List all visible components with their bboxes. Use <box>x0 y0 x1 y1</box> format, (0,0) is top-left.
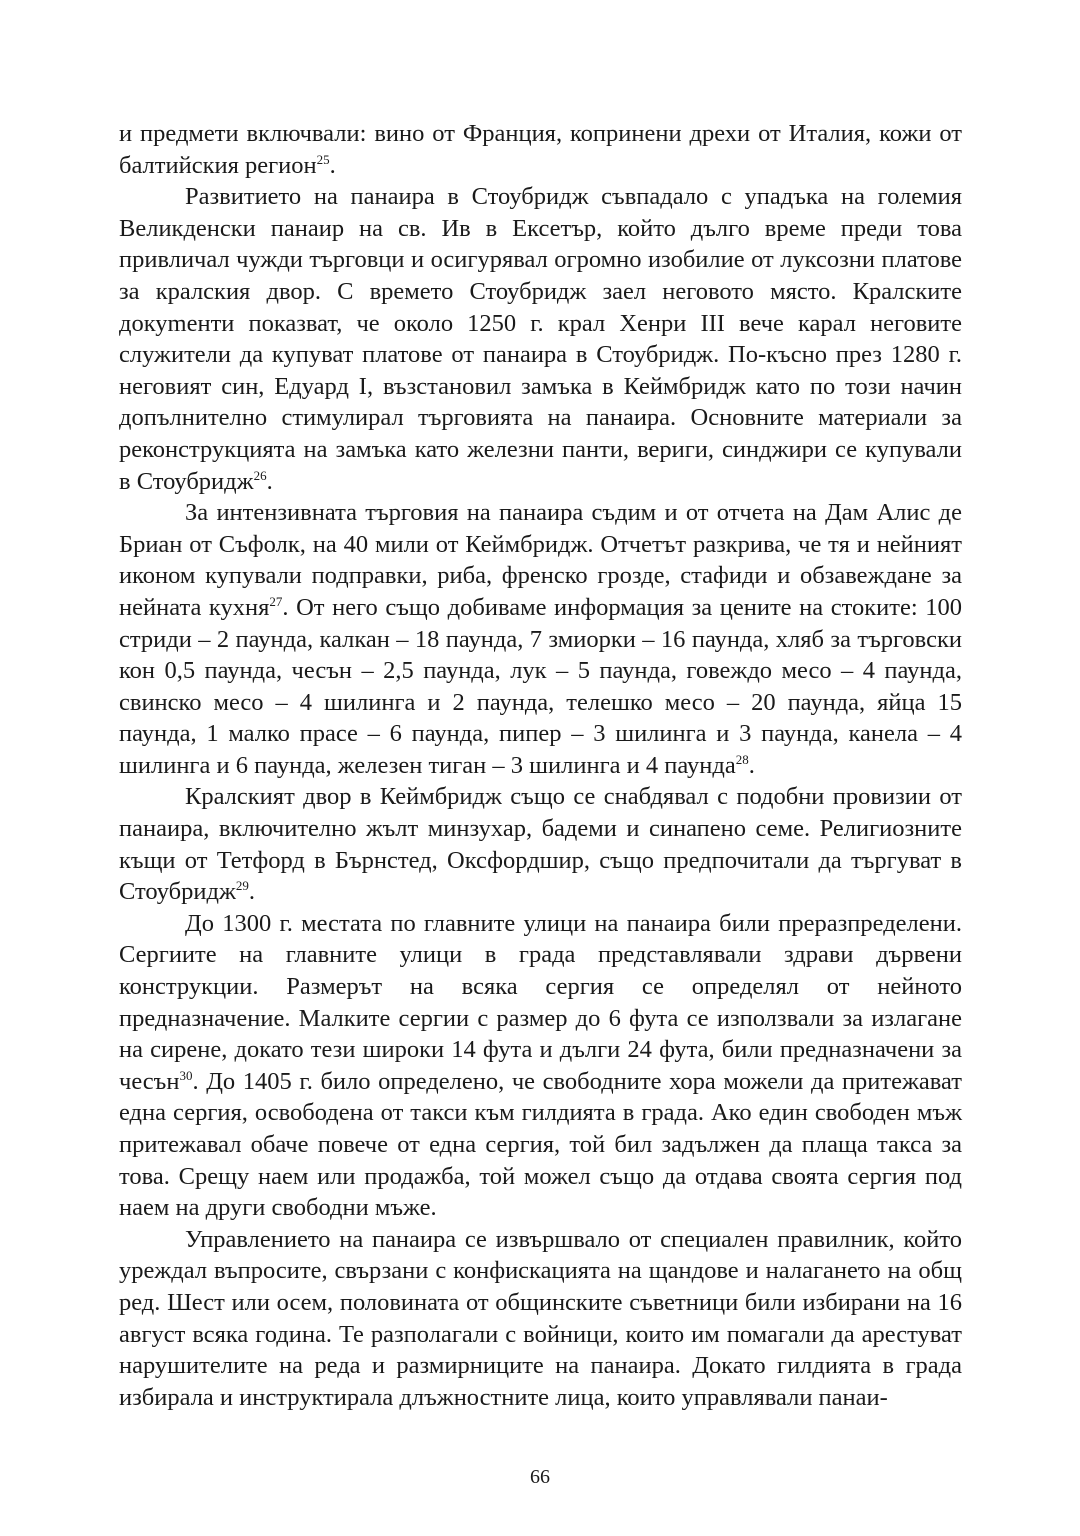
page-body <box>119 118 962 1413</box>
paragraph-text: . <box>266 467 273 495</box>
footnote-ref: 26 <box>253 467 267 483</box>
paragraph-text: До 1300 г. местата по главните улици на панаира били преразпределени. Сергиите на главните улици в града представлявали здрави дървени конструкции. Размерът на всяка сергия се определял от нейното предназначение. Малките сергии с размер до 6 фута се използвали за излагане на сирене, докато тези широки 14 фута и дълги 24 фута, били предназначени за чесън <box>119 909 962 1095</box>
paragraph-text: . До 1405 г. било определено, че свободните хора можели да притежават една сергия, освободена от такси към гилдията в града. Ако един свободен мъж притежавал обаче повече от една сергия, той бил задължен да плаща такса за това. Срещу наем или продажба, той можел също да отдава своята сергия под наем на други свободни мъже. <box>119 1067 962 1222</box>
paragraph <box>119 497 962 781</box>
footnote-ref: 25 <box>316 151 330 167</box>
footnote-ref: 27 <box>269 593 283 609</box>
paragraph <box>119 181 962 497</box>
paragraph-text: За интензивната търговия на панаира съдим и от отчета на Дам Алис де Бриан от Съфолк, на 40 мили от Кеймбридж. Отчетът разкрива, че тя и нейният иконом купували подправки, риба, френско грозде, стафиди и обзавеждане за нейната кухня <box>119 499 962 621</box>
paragraph-text: . <box>248 878 255 906</box>
paragraph <box>119 1224 962 1414</box>
paragraph-text: . <box>329 151 336 179</box>
footnote-ref: 29 <box>235 878 249 894</box>
paragraph-text: . От него също добиваме информация за цените на стоките: 100 стриди – 2 паунда, калкан – 18 паунда, 7 змиорки – 16 паунда, хляб за търговски кон 0,5 паунда, чесън – 2,5 паунда, лук – 5 паунда, говеждо месо – 4 паунда, свинско месо – 4 шилинга и 2 паунда, телешко месо – 20 паунда, яйца 15 паунда, 1 малко прасе – 6 паунда, пипер – 3 шилинга и 3 паунда, канела – 4 шилинга и 6 паунда, железен тиган – 3 шилинга и 4 паунда <box>119 593 962 779</box>
paragraph-text: Кралският двор в Кеймбридж също се снабдявал с подобни провизии от панаира, включително жълт минзухар, бадеми и синапено семе. Религиозните къщи от Тетфорд в Бърнстед, Оксфордшир, също предпочитали да търгуват в Стоубридж <box>119 783 962 906</box>
page-number: 66 <box>530 1466 550 1488</box>
paragraph <box>119 908 962 1224</box>
paragraph-text: Развитието на панаира в Стоубридж съвпадало с упадъка на големия Великденски панаир на св. Ив в Ексетър, който дълго време преди това привличал чужди търговци и осигурявал огромно изобилие от луксозни платове за кралския двор. С времето Стоубридж заел неговото място. Кралските докуmенти показват, че около 1250 г. крал Хенри III вече карал неговите служители да купуват платове от панаира в Стоубридж. По-късно през 1280 г. неговият син, Едуард I, възстановил замъка в Кеймбридж като по този начин допълнително стимулирал търговията на панаира. Основните материали за реконструкцията на замъка като железни панти, вериги, синджири се купували в Стоубридж <box>119 183 962 495</box>
footnote-ref: 28 <box>735 751 749 767</box>
paragraph-text: . <box>748 751 755 779</box>
paragraph-text: и предмети включвали: вино от Франция, копринени дрехи от Италия, кожи от балтийския регион <box>119 120 962 179</box>
paragraph-text: Управлението на панаира се извършвало от специален правилник, който уреждал въпросите, свързани с конфискацията на щандове и налагането на общ ред. Шест или осем, половината от общинските съветници били избирани на 16 август всяка година. Те разполагали с войници, които им помагали да арестуват нарушителите на реда и размирниците на панаира. Докато гилдията в града избирала и инструктирала длъжностните лица, които управлявали панаи- <box>119 1225 962 1411</box>
paragraph <box>119 118 962 181</box>
footnote-ref: 30 <box>179 1067 193 1083</box>
paragraph <box>119 781 962 907</box>
